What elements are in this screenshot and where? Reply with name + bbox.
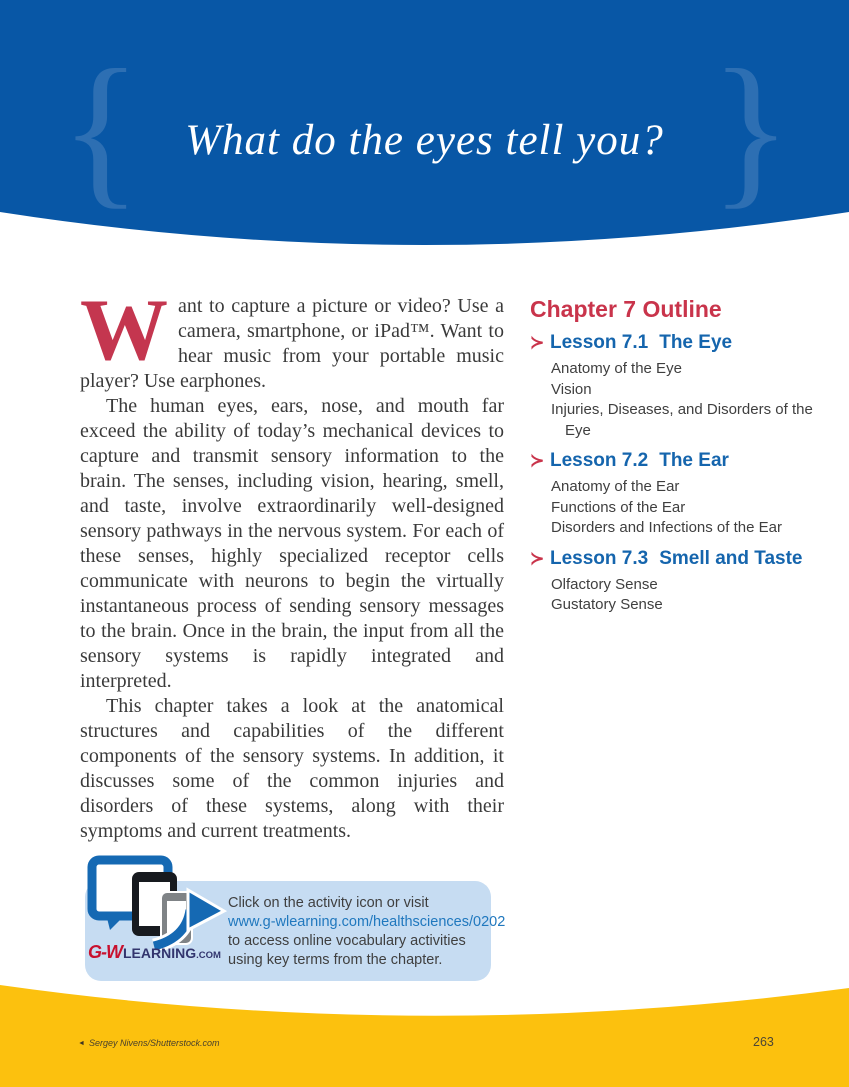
outline-title: Chapter 7 Outline [530,296,722,322]
logo-gw-text: G-W [88,942,122,962]
intro-paragraph-1 [80,282,504,394]
lesson-7-3-heading[interactable] [530,548,830,570]
intro-paragraph-3: This chapter takes a look at the anatomical structures and capabilities of the different components of the sensory systems. In addition, it discusses some of the common injuries and disorders of these systems, along with their symptoms and current treatments. [80,695,504,842]
credit-text: Sergey Nivens/Shutterstock.com [88,1038,220,1048]
lesson-7-2-heading[interactable] [530,450,830,472]
lesson-label: Lesson 7.2 [550,450,649,471]
dropcap-letter: W [80,282,168,379]
lesson-7-3-topic: Olfactory Sense [551,575,658,593]
activity-line-1: Click on the activity icon or visit [228,895,429,911]
footer-band-shape-svg [0,978,849,1087]
activity-line-3: to access online vocabulary activities [228,933,466,949]
chapter-outline [530,296,830,616]
lesson-7-1-heading[interactable] [530,332,830,354]
lesson-name: The Ear [659,450,729,471]
monitor-bubble-tail [106,914,126,930]
page-title: What do the eyes tell you? [185,117,664,164]
right-brace-icon: } [710,35,792,223]
lesson-7-3-topic: Gustatory Sense [551,596,663,613]
photo-credit [78,1038,220,1048]
logo-learning-text: LEARNING [122,945,197,961]
lesson-7-2-topic: Disorders and Infections of the Ear [551,519,782,536]
lesson-7-2-topic: Functions of the Ear [551,498,686,516]
intro-paragraph-1-text: ant to capture a picture or video? Use a camera, smartphone, or iPad™. Want to hear music from your portable music player? Use earphones. [80,295,504,392]
page-number: 263 [753,1035,774,1049]
lesson-7-1-topic: Vision [551,380,592,398]
logo-com-text: .COM [196,950,221,961]
lesson-name: Smell and Taste [659,547,803,569]
activity-instructions [228,894,505,970]
intro-column [80,282,504,844]
left-brace-icon: { [60,35,142,223]
gw-learning-logo [88,942,221,963]
lesson-label: Lesson 7.3 [550,547,649,569]
lesson-bullet-icon: ≻ [530,451,545,470]
lesson-label: Lesson 7.1 [550,332,649,353]
lesson-name: The Eye [659,332,733,353]
footer-band-shape [0,985,849,1087]
intro-paragraph-2: The human eyes, ears, nose, and mouth far exceed the ability of today’s mechanical devices to capture and transmit sensory information to the brain. The senses, including vision, hearing, smell, and taste, involve extraordinarily well-designed sensory pathways in the nervous system. For each of these senses, highly specialized receptor cells communicate with neurons to begin the virtually instantaneous process of sending sensory messages to the brain. Once in the brain, the input from all the sensory systems is rapidly integrated and interpreted. [80,395,504,692]
lesson-bullet-icon: ≻ [530,333,545,352]
lesson-7-1-topic: Anatomy of the Eye [551,360,682,377]
lesson-7-2-topic: Anatomy of the Ear [551,478,680,495]
activity-devices-icon[interactable] [86,852,228,950]
arrow-head [188,890,224,930]
credit-marker-icon: ◄ [78,1039,85,1047]
activity-url-link[interactable]: www.g-wlearning.com/healthsciences/0202 [228,914,506,930]
lesson-7-1-topic: Injuries, Diseases, and Disorders of the Eye [551,401,813,439]
activity-line-4: using key terms from the chapter. [228,952,443,968]
lesson-bullet-icon: ≻ [530,548,545,568]
